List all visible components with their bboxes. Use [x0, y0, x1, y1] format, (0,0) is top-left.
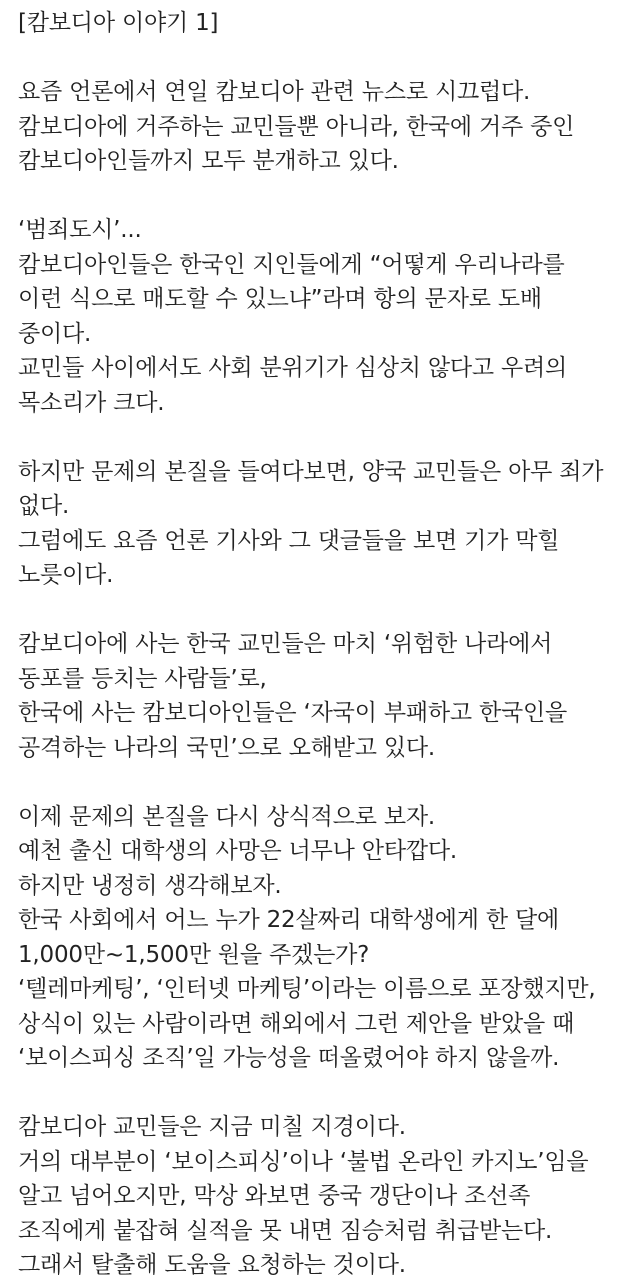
text-line: 이런 식으로 매도할 수 있느냐”라며 항의 문자로 도배: [18, 286, 542, 312]
text-line: 이제 문제의 본질을 다시 상식적으로 보자.: [18, 803, 435, 830]
text-line: 캄보디아인들까지 모두 분개하고 있다.: [18, 148, 399, 174]
text-line: 그래서 탈출해 도움을 요청하는 것이다.: [18, 1252, 406, 1278]
text-line: 조직에게 붙잡혀 실적을 못 내면 짐승처럼 취급받는다.: [18, 1217, 553, 1244]
text-line: 알고 넘어오지만, 막상 와보면 중국 갱단이나 조선족: [18, 1183, 531, 1209]
text-line: 하지만 냉정히 생각해보자.: [18, 872, 282, 899]
text-line: ‘범죄도시’...: [18, 217, 142, 243]
text-line: 노릇이다.: [18, 562, 114, 588]
text-line: 거의 대부분이 ‘보이스피싱’이나 ‘불법 온라인 카지노’임을: [18, 1148, 589, 1175]
text-line: 캄보디아에 사는 한국 교민들은 마치 ‘위험한 나라에서: [18, 631, 553, 657]
text-line: 동포를 등치는 사람들’로,: [18, 665, 267, 692]
text-line: 캄보디아 교민들은 지금 미칠 지경이다.: [18, 1114, 406, 1140]
paragraph-gap: [18, 420, 630, 455]
paragraph-gap: [18, 179, 630, 214]
text-line: 1,000만~1,500만 원을 주겠는가?: [18, 941, 370, 968]
text-line: 상식이 있는 사람이라면 해외에서 그런 제안을 받았을 때: [18, 1010, 575, 1037]
text-line: 캄보디아에 거주하는 교민들뿐 아니라, 한국에 거주 중인: [18, 113, 575, 140]
text-line: 요즘 언론에서 연일 캄보디아 관련 뉴스로 시끄럽다.: [18, 79, 531, 105]
text-line: 공격하는 나라의 국민’으로 오해받고 있다.: [18, 734, 435, 761]
text-line: ‘텔레마케팅’, ‘인터넷 마케팅’이라는 이름으로 포장했지만,: [18, 976, 596, 1002]
text-line: ‘보이스피싱 조직’일 가능성을 떠올렸어야 하지 않을까.: [18, 1045, 560, 1071]
text-line: 교민들 사이에서도 사회 분위기가 심상치 않다고 우려의: [18, 355, 568, 381]
text-line: 목소리가 크다.: [18, 389, 165, 416]
text-line: 한국에 사는 캄보디아인들은 ‘자국이 부패하고 한국인을: [18, 700, 568, 726]
text-line: 예천 출신 대학생의 사망은 너무나 안타깝다.: [18, 838, 457, 864]
text-line: 그럼에도 요즘 언론 기사와 그 댓글들을 보면 기가 막힐: [18, 527, 560, 554]
text-line: 캄보디아인들은 한국인 지인들에게 “어떻게 우리나라를: [18, 251, 565, 278]
paragraph-gap: [18, 41, 630, 76]
paragraph-gap: [18, 593, 630, 628]
text-line: 한국 사회에서 어느 누가 22살짜리 대학생에게 한 달에: [18, 907, 560, 933]
text-line: 없다.: [18, 493, 70, 519]
document-body: [18, 6, 630, 1283]
document-title: [캄보디아 이야기 1]: [18, 10, 219, 36]
text-line: 중이다.: [18, 320, 92, 347]
text-line: 하지만 문제의 본질을 들여다보면, 양국 교민들은 아무 죄가: [18, 458, 604, 485]
paragraph-gap: [18, 1076, 630, 1111]
paragraph-gap: [18, 765, 630, 800]
